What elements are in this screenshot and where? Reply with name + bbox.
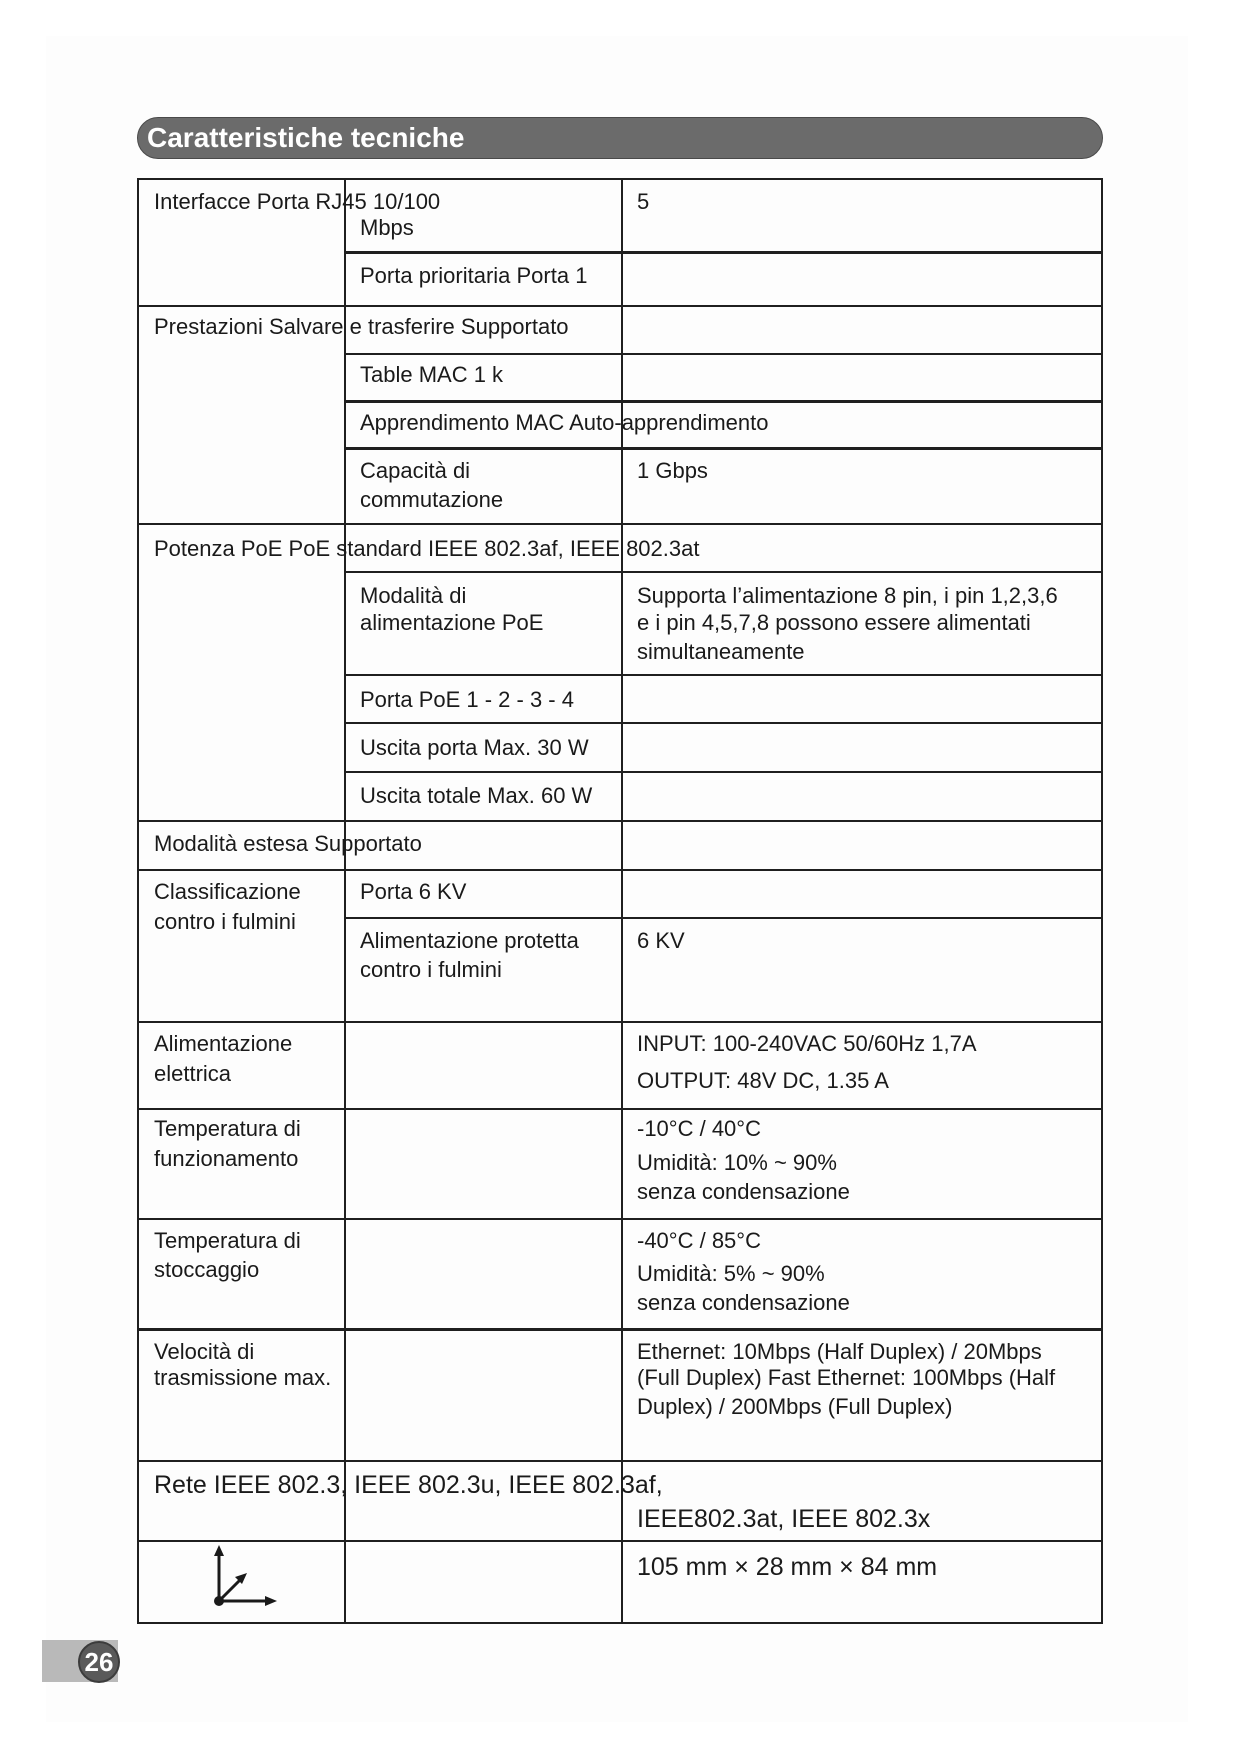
row-line-partial <box>344 917 1103 919</box>
cell-text: Duplex) / 200Mbps (Full Duplex) <box>637 1394 953 1419</box>
cell-text: 105 mm × 28 mm × 84 mm <box>637 1553 938 1581</box>
cell-text: e i pin 4,5,7,8 possono essere alimentati <box>637 610 1031 635</box>
cell-text: funzionamento <box>154 1146 299 1171</box>
cell-text: Modalità estesa Supportato <box>154 831 422 856</box>
cell-text: simultaneamente <box>637 639 805 664</box>
row-line-partial <box>344 674 1103 676</box>
xyz-axes-icon <box>207 1545 277 1613</box>
cell-text: Capacità di <box>360 458 471 483</box>
cell-text: Porta PoE 1 - 2 - 3 - 4 <box>360 687 574 712</box>
cell-text: Porta prioritaria Porta 1 <box>360 263 588 288</box>
cell-text: Umidità: 5% ~ 90% <box>637 1261 825 1286</box>
cell-text: trasmissione max. <box>154 1365 332 1390</box>
cell-text: IEEE802.3at, IEEE 802.3x <box>637 1505 931 1533</box>
cell-text: contro i fulmini <box>154 909 296 934</box>
row-line-partial <box>344 447 1103 450</box>
cell-text: contro i fulmini <box>360 957 502 982</box>
cell-text: Uscita totale Max. 60 W <box>360 783 593 808</box>
cell-text: Temperatura di <box>154 1228 301 1253</box>
row-line-partial <box>344 353 1103 355</box>
cell-text: Alimentazione <box>154 1031 293 1056</box>
row-line-partial <box>344 251 1103 254</box>
cell-text: Umidità: 10% ~ 90% <box>637 1150 837 1175</box>
cell-text: elettrica <box>154 1061 232 1086</box>
cell-text: Table MAC 1 k <box>360 362 504 387</box>
cell-text: Potenza PoE PoE standard IEEE 802.3af, IEEE 802.3at <box>154 536 700 561</box>
page-number: 26 <box>78 1641 120 1683</box>
cell-text: Classificazione <box>154 879 301 904</box>
cell-text: OUTPUT: 48V DC, 1.35 A <box>637 1068 889 1093</box>
cell-text: INPUT: 100-240VAC 50/60Hz 1,7A <box>637 1031 977 1056</box>
column-divider-1 <box>344 178 346 1624</box>
cell-text: Modalità di <box>360 583 467 608</box>
row-line-partial <box>344 400 1103 403</box>
row-line <box>137 820 1103 822</box>
row-line <box>137 523 1103 525</box>
cell-text: (Full Duplex) Fast Ethernet: 100Mbps (Half <box>637 1365 1056 1390</box>
cell-text: Uscita porta Max. 30 W <box>360 735 589 760</box>
row-line <box>137 1460 1103 1462</box>
table-border-left <box>137 178 139 1624</box>
cell-text: Mbps <box>360 215 414 240</box>
table-border-right <box>1101 178 1103 1624</box>
cell-text: Velocità di <box>154 1339 255 1364</box>
cell-text: Apprendimento MAC Auto-apprendimento <box>360 410 769 435</box>
cell-text: -40°C / 85°C <box>637 1228 761 1253</box>
cell-text: commutazione <box>360 487 504 512</box>
cell-text: Prestazioni Salvare e trasferire Supportato <box>154 314 569 339</box>
column-divider-2 <box>621 178 623 1624</box>
cell-text: Interfacce Porta RJ45 10/100 <box>154 189 441 214</box>
cell-text: stoccaggio <box>154 1257 260 1282</box>
row-line-partial <box>344 722 1103 724</box>
row-line-partial <box>344 771 1103 773</box>
cell-text: Porta 6 KV <box>360 879 467 904</box>
cell-text: alimentazione PoE <box>360 610 544 635</box>
cell-text: 6 KV <box>637 928 685 953</box>
cell-text: Alimentazione protetta <box>360 928 579 953</box>
row-line <box>137 1622 1103 1624</box>
cell-text: 5 <box>637 189 650 214</box>
cell-text: Temperatura di <box>154 1116 301 1141</box>
cell-text: -10°C / 40°C <box>637 1116 761 1141</box>
section-title: Caratteristiche tecniche <box>147 122 465 153</box>
row-line <box>137 178 1103 180</box>
cell-text: 1 Gbps <box>637 458 708 483</box>
cell-text: Supporta l’alimentazione 8 pin, i pin 1,2,3,6 <box>637 583 1058 608</box>
row-line <box>137 1218 1103 1220</box>
row-line <box>137 1021 1103 1023</box>
row-line <box>137 1328 1103 1331</box>
row-line <box>137 1108 1103 1110</box>
cell-text: senza condensazione <box>637 1179 850 1204</box>
row-line <box>137 305 1103 307</box>
row-line <box>137 1540 1103 1542</box>
row-line-partial <box>344 571 1103 573</box>
cell-text: Rete IEEE 802.3, IEEE 802.3u, IEEE 802.3af, <box>154 1471 663 1499</box>
row-line <box>137 869 1103 871</box>
cell-text: senza condensazione <box>637 1290 850 1315</box>
cell-text: Ethernet: 10Mbps (Half Duplex) / 20Mbps <box>637 1339 1042 1364</box>
